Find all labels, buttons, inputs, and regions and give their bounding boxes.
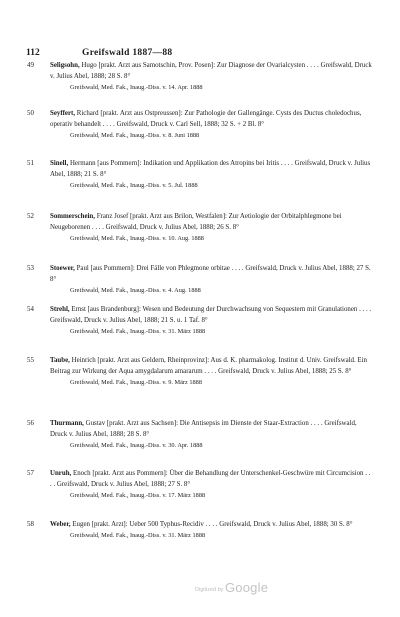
- author-name: Seligsohn,: [50, 62, 80, 69]
- author-name: Taube,: [50, 357, 70, 364]
- entry-number: 50: [27, 110, 34, 117]
- entry-number: 52: [27, 213, 34, 220]
- entry-text: Paul [aus Pommern]: Drei Fälle von Phlegmone orbitae . . . . Greifswald, Druck v. Julius Abel, 1888; 27 S. 8°: [50, 265, 371, 284]
- entry-number: 53: [27, 265, 34, 272]
- entry-number: 57: [27, 470, 34, 477]
- dissertation-entry: [27, 108, 372, 141]
- dissertation-entry: [27, 304, 372, 337]
- faculty-line: Greifswald, Med. Fak., Inaug.-Diss. v. 30. Apr. 1888: [70, 442, 203, 450]
- entry-number: 56: [27, 420, 34, 427]
- google-logo: Google: [225, 580, 269, 595]
- dissertation-entry: [27, 519, 372, 541]
- faculty-line: Greifswald, Med. Fak., Inaug.-Diss. v. 9. März 1888: [70, 379, 202, 387]
- entry-text: Enoch [prakt. Arzt aus Pommern]: Über die Behandlung der Unterschenkel-Geschwüre mit Circumcision . . . . Greifswald, Druck v. Julius Abel, 1888; 27 S. 8°: [50, 470, 371, 489]
- dissertation-entry: [27, 60, 372, 93]
- entry-text: Hugo [prakt. Arzt aus Samotschin, Prov. Posen]: Zur Diagnose der Ovarialcysten . . . . Greifswald, Druck v. Julius Abel, 1888; 28 S. 8°: [50, 62, 372, 81]
- page-number: 112: [26, 48, 40, 58]
- entry-text: Eugen [prakt. Arzt]: Ueber 500 Typhus-Recidiv . . . . Greifswald, Druck v. Julius Abel, 1888; 30 S. 8°: [72, 521, 353, 528]
- faculty-line: Greifswald, Med. Fak., Inaug.-Diss. v. 14. Apr. 1888: [70, 84, 203, 92]
- author-name: Sommerschein,: [50, 213, 95, 220]
- entry-number: 58: [27, 521, 34, 528]
- entry-text: Richard [prakt. Arzt aus Ostpreussen]: Zur Pathologie der Gallengänge. Cysts des Ductus choledochus, operativ behandelt . . . . Greifswald, Druck v. Carl Sell, 1888; 32 S. + 2 Bl. 8°: [50, 110, 362, 129]
- faculty-line: Greifswald, Med. Fak., Inaug.-Diss. v. 5. Jul. 1888: [70, 182, 198, 190]
- author-name: Unruh,: [50, 470, 72, 477]
- faculty-line: Greifswald, Med. Fak., Inaug.-Diss. v. 31. März 1888: [70, 328, 206, 336]
- entry-text: Gustav [prakt. Arzt aus Sachsen]: Die Antisepsis im Dienste der Staar-Extraction . . . . Greifswald, Druck v. Julius Abel, 1888; 28 S. 8°: [50, 420, 357, 439]
- author-name: Weber,: [50, 521, 71, 528]
- faculty-line: Greifswald, Med. Fak., Inaug.-Diss. v. 17. März 1888: [70, 492, 206, 500]
- author-name: Sinell,: [50, 160, 69, 167]
- dissertation-entry: [27, 158, 372, 191]
- faculty-line: Greifswald, Med. Fak., Inaug.-Diss. v. 8. Juni 1888: [70, 132, 200, 140]
- entry-text: Franz Josef [prakt. Arzt aus Brilon, Westfalen]: Zur Aetiologie der Orbitalphlegmone bei Neugeborenen . . . . Greifswald, Druck v. Julius Abel, 1888; 26 S. 8°: [50, 213, 342, 232]
- dissertation-entry: [27, 418, 372, 451]
- running-title: Greifswald 1887—88: [82, 48, 173, 58]
- entry-text: Hermann [aus Pommern]: Indikation und Applikation des Atropins bei Iritis . . . . Greifswald, Druck v. Julius Abel, 1888; 21 S. 8°: [50, 160, 371, 179]
- faculty-line: Greifswald, Med. Fak., Inaug.-Diss. v. 4. Aug. 1888: [70, 287, 201, 295]
- watermark-prefix: Digitized by: [195, 587, 224, 593]
- entry-number: 49: [27, 62, 34, 69]
- entry-number: 55: [27, 357, 34, 364]
- dissertation-entry: [27, 355, 372, 388]
- author-name: Stoewer,: [50, 265, 75, 272]
- author-name: Thurmann,: [50, 420, 84, 427]
- faculty-line: Greifswald, Med. Fak., Inaug.-Diss. v. 10. Aug. 1888: [70, 235, 204, 243]
- entry-number: 51: [27, 160, 34, 167]
- dissertation-entry: [27, 468, 372, 501]
- author-name: Strehl,: [50, 306, 70, 313]
- faculty-line: Greifswald, Med. Fak., Inaug.-Diss. v. 31. März 1888: [70, 532, 206, 540]
- digitized-by-google-watermark: [195, 580, 275, 600]
- entry-text: Heinrich [prakt. Arzt aus Geldern, Rheinprovinz]: Aus d. K. pharmakolog. Institut d. Univ. Greifswald. Ein Beitrag zur Wirkung der Aqua amygdalarum amararum . . . . Greifswald, Druck v. Julius Abel, 1888; 25 S. 8°: [50, 357, 367, 376]
- dissertation-entry: [27, 211, 372, 244]
- entry-number: 54: [27, 306, 34, 313]
- entry-text: Ernst [aus Brandenburg]: Wesen und Bedeutung der Durchwachsung von Sequestern mit Granulationen . . . . Greifswald, Druck v. Julius Abel, 1888; 21 S. u. 1 Taf. 8°: [50, 306, 372, 325]
- author-name: Seyffert,: [50, 110, 76, 117]
- dissertation-entry: [27, 263, 372, 296]
